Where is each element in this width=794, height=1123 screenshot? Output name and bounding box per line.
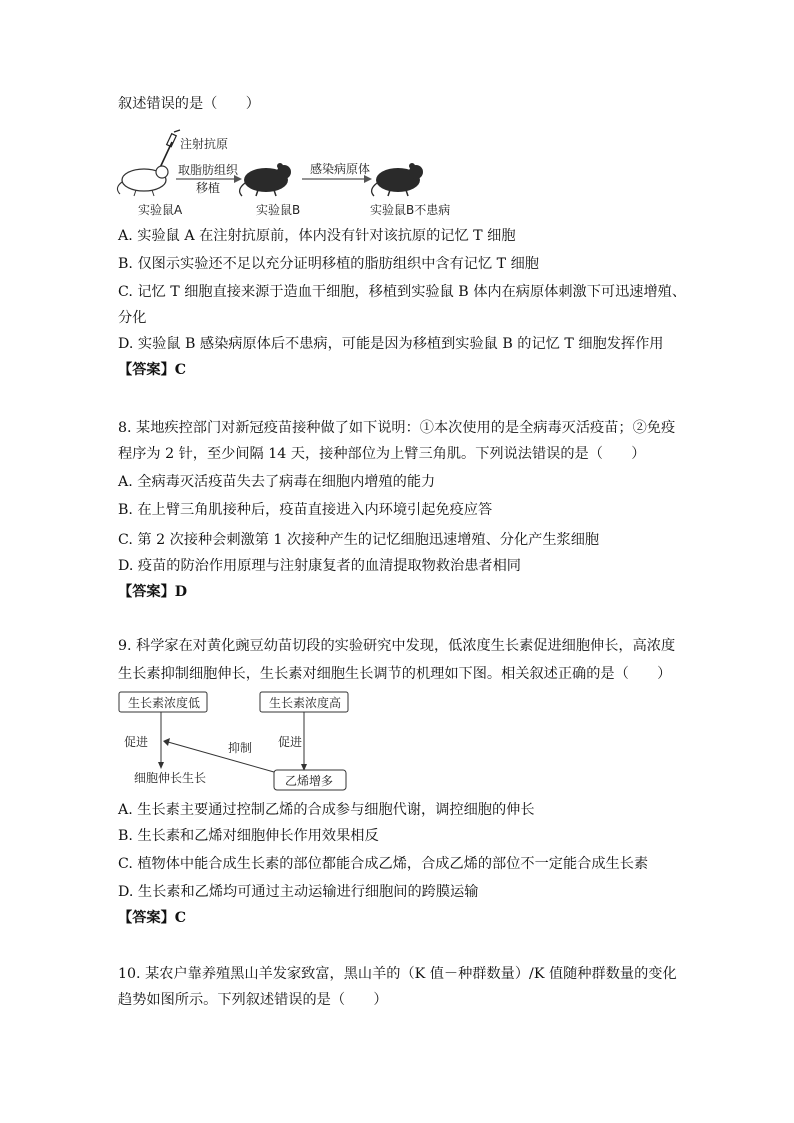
q9-auxin-figure: [118, 690, 368, 792]
q7-option-d: D. 实验鼠 B 感染病原体后不患病，可能是因为移植到实验鼠 B 的记忆 T 细胞发挥作用: [118, 336, 664, 352]
q9-option-c: C. 植物体中能合成生长素的部位都能合成乙烯，合成乙烯的部位不一定能合成生长素: [118, 856, 649, 872]
q9-option-d: D. 生长素和乙烯均可通过主动运输进行细胞间的跨膜运输: [118, 884, 479, 900]
mouse-b-label: 实验鼠B: [256, 203, 301, 217]
q9-stem-line1: 9. 科学家在对黄化豌豆幼苗切段的实验研究中发现，低浓度生长素促进细胞伸长，高浓度: [118, 638, 676, 654]
inject-label: 注射抗原: [180, 137, 229, 151]
auxin-high-label: 生长素浓度高: [269, 696, 342, 710]
mouse-a-icon: [117, 166, 168, 196]
promote-left-label: 促进: [124, 735, 149, 749]
mouse-b2-icon: [372, 163, 423, 196]
mouse-b2-label: 实验鼠B不患病: [370, 203, 451, 217]
q8-stem-line1: 8. 某地疾控部门对新冠疫苗接种做了如下说明：①本次使用的是全病毒灭活疫苗；②免疫: [118, 420, 676, 436]
q7-option-a: A. 实验鼠 A 在注射抗原前，体内没有针对该抗原的记忆 T 细胞: [118, 228, 516, 244]
q7-option-b: B. 仅图示实验还不足以充分证明移植的脂肪组织中含有记忆 T 细胞: [118, 256, 539, 272]
q8-option-c: C. 第 2 次接种会刺激第 1 次接种产生的记忆细胞迅速增殖、分化产生浆细胞: [118, 532, 600, 548]
q10-stem-line1: 10. 某农户靠养殖黑山羊发家致富，黑山羊的（K 值－种群数量）/K 值随种群数量的变化: [118, 966, 677, 982]
q7-answer: 【答案】C: [118, 362, 187, 378]
q8-option-a: A. 全病毒灭活疫苗失去了病毒在细胞内增殖的能力: [118, 474, 436, 490]
q9-answer: 【答案】C: [118, 910, 187, 926]
arrow1-bottom-label: 移植: [196, 181, 221, 195]
q7-mouse-figure: [116, 128, 476, 220]
cell-growth-label: 细胞伸长生长: [134, 771, 207, 785]
inhibit-label: 抑制: [228, 741, 253, 755]
q7-option-c: C. 记忆 T 细胞直接来源于造血干细胞，移植到实验鼠 B 体内在病原体刺激下可迅速增殖、: [118, 284, 687, 300]
q8-option-b: B. 在上臂三角肌接种后，疫苗直接进入内环境引起免疫应答: [118, 502, 493, 518]
q9-option-b: B. 生长素和乙烯对细胞伸长作用效果相反: [118, 828, 379, 844]
arrow2-label: 感染病原体: [310, 162, 371, 176]
q9-stem-line2: 生长素抑制细胞伸长，生长素对细胞生长调节的机理如下图。相关叙述正确的是（ ）: [118, 666, 672, 682]
q7-option-c-cont: 分化: [118, 310, 147, 326]
promote-right-label: 促进: [278, 735, 303, 749]
q8-stem-line2: 程序为 2 针，至少间隔 14 天，接种部位为上臂三角肌。下列说法错误的是（ ）: [118, 446, 646, 462]
q7-stem-tail: 叙述错误的是（ ）: [118, 96, 260, 112]
q8-option-d: D. 疫苗的防治作用原理与注射康复者的血清提取物救治患者相同: [118, 558, 521, 574]
q10-stem-line2: 趋势如图所示。下列叙述错误的是（ ）: [118, 992, 388, 1008]
ethylene-label: 乙烯增多: [285, 774, 334, 788]
q9-option-a: A. 生长素主要通过控制乙烯的合成参与细胞代谢，调控细胞的伸长: [118, 802, 535, 818]
mouse-a-label: 实验鼠A: [138, 203, 183, 217]
q8-answer: 【答案】D: [118, 584, 188, 600]
mouse-b-icon: [240, 163, 291, 196]
auxin-low-label: 生长素浓度低: [128, 696, 201, 710]
arrow1-top-label: 取脂肪组织: [178, 163, 239, 177]
